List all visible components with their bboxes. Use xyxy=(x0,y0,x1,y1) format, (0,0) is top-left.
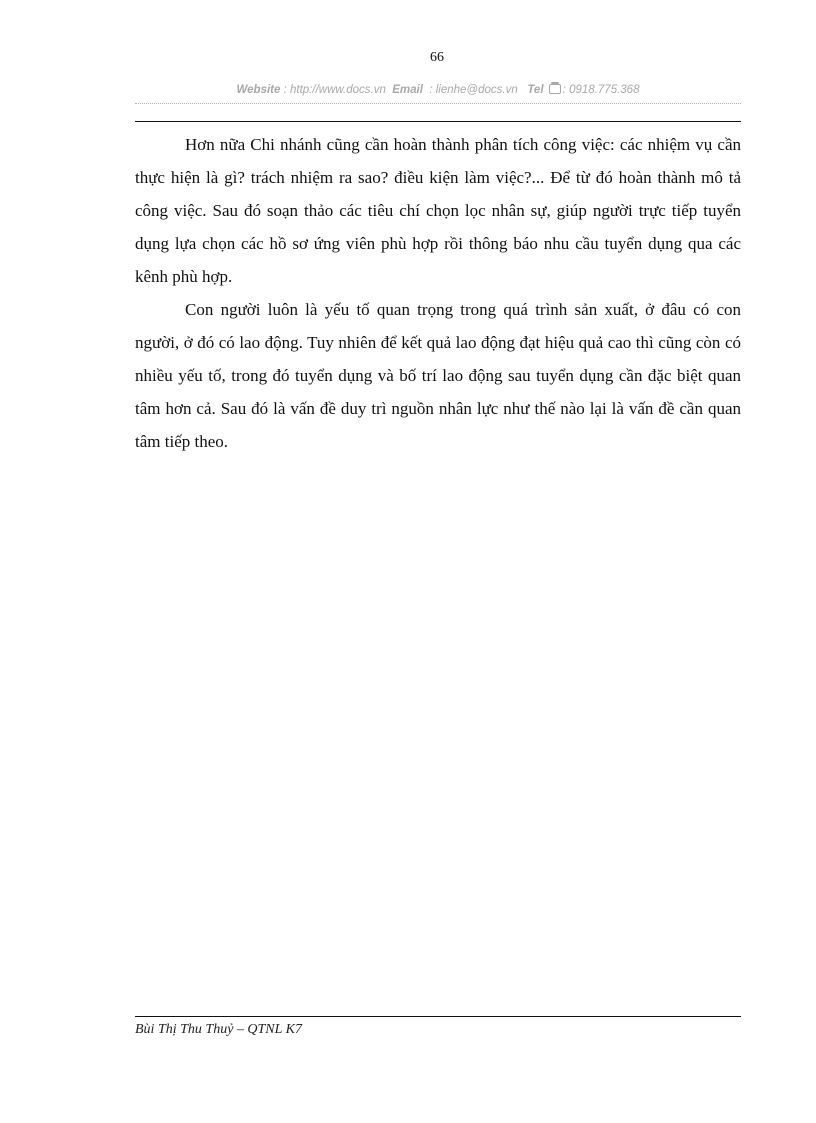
tel-value: : 0918.775.368 xyxy=(562,84,640,96)
document-body xyxy=(135,128,741,458)
website-label: Website xyxy=(236,84,281,96)
email-value: : lienhe@docs.vn xyxy=(429,84,518,96)
phone-icon xyxy=(549,84,561,94)
header-divider-solid xyxy=(135,121,741,122)
page-header-contact xyxy=(135,84,741,96)
website-value: : http://www.docs.vn xyxy=(283,84,386,96)
tel-label: Tel xyxy=(527,84,544,96)
paragraph-1: Hơn nữa Chi nhánh cũng cần hoàn thành phân tích công việc: các nhiệm vụ cần thực hiện là gì? trách nhiệm ra sao? điều kiện làm việc?... Để từ đó hoàn thành mô tả công việc. Sau đó soạn thảo các tiêu chí chọn lọc nhân sự, giúp người trực tiếp tuyển dụng lựa chọn các hồ sơ ứng viên phù hợp rồi thông báo nhu cầu tuyển dụng qua các kênh phù hợp. xyxy=(135,135,741,286)
header-divider-dotted xyxy=(135,103,741,104)
page-number: 66 xyxy=(430,50,444,65)
footer-author: Bùi Thị Thu Thuỷ – QTNL K7 xyxy=(135,1022,303,1037)
footer-divider xyxy=(135,1016,741,1017)
email-label: Email xyxy=(392,84,423,96)
paragraph-2: Con người luôn là yếu tố quan trọng trong quá trình sản xuất, ở đâu có con người, ở đó có lao động. Tuy nhiên để kết quả lao động đạt hiệu quả cao thì cũng còn có nhiều yếu tố, trong đó tuyển dụng và bố trí lao động sau tuyển dụng cần đặc biệt quan tâm hơn cả. Sau đó là vấn đề duy trì nguồn nhân lực như thế nào lại là vấn đề cần quan tâm tiếp theo. xyxy=(135,300,741,451)
